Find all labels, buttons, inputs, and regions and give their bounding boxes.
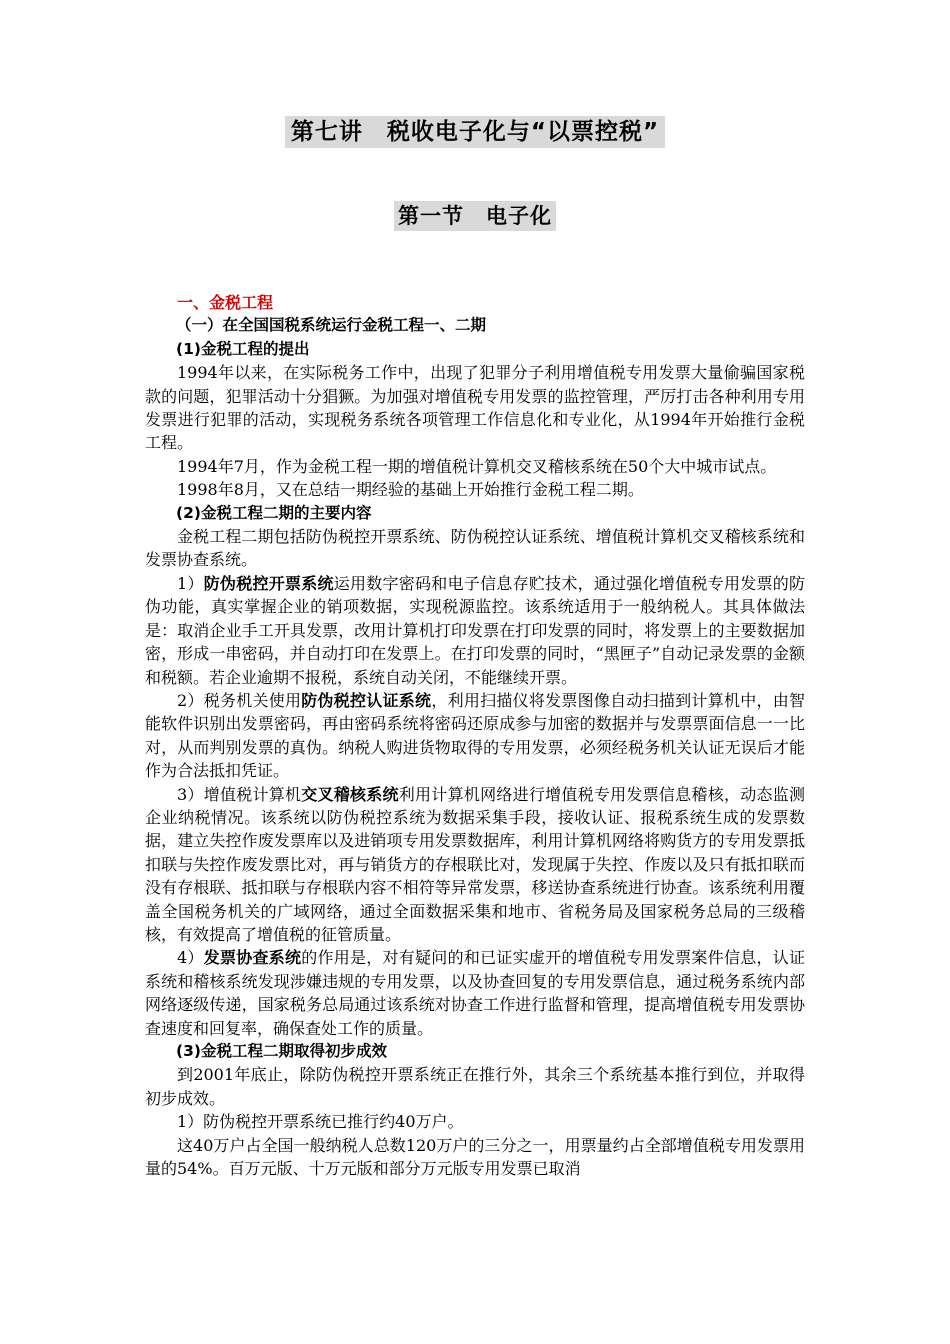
subheading-results: (3)金税工程二期取得初步成效 xyxy=(176,1042,387,1060)
paragraph: 1998年8月，又在总结一期经验的基础上开始推行金税工程二期。 xyxy=(177,480,644,500)
item-keyword: 防伪税控认证系统 xyxy=(301,690,432,710)
item-keyword: 防伪税控开票系统 xyxy=(203,573,334,593)
item-prefix: 3）增值税计算机 xyxy=(177,784,302,804)
item-keyword: 发票协查系统 xyxy=(203,948,302,968)
paragraph: 1）防伪税控开票系统已推行约40万户。 xyxy=(177,1112,464,1132)
paragraph: 1994年以来，在实际税务工作中，出现了犯罪分子利用增值税专用发票大量偷骗国家税款的问题，犯罪活动十分猖獗。为加强对增值税专用发票的监控管理，严厉打击各种利用专用发票进行犯罪的活动，实现税务系统各项管理工作信息化和专业化，从1994年开始推行金税工程。 xyxy=(145,363,805,453)
subheading-main-content: (2)金税工程二期的主要内容 xyxy=(176,503,372,522)
item-keyword: 交叉稽核系统 xyxy=(301,784,399,804)
section-heading: 第一节 电子化 xyxy=(394,201,556,231)
title-container xyxy=(0,116,950,148)
subheading-phase-one-two: （一）在全国国税系统运行金税工程一、二期 xyxy=(176,316,487,335)
document-body xyxy=(145,291,805,1180)
item-text: 利用计算机网络进行增值税专用发票信息稽核，动态监测企业纳税情况。该系统以防伪税控系统为数据采集手段，接收认证、报税系统生成的发票数据，建立失控作废发票库以及进销项专用发票数据库，利用计算机网络将购货方的专用发票抵扣联与失控作废发票比对，再与销货方的存根联比对，发现属于失控、作废以及只有抵扣联而没有存根联、抵扣联与存根联内容不相符等异常发票，移送协查系统进行协查。该系统利用覆盖全国税务机关的广域网络，通过全面数据采集和地市、省税务局及国家税务总局的三级稽核，有效提高了增值税的征管质量。 xyxy=(145,784,805,944)
paragraph xyxy=(145,689,805,783)
paragraph: 1994年7月，作为金税工程一期的增值税计算机交叉稽核系统在50个大中城市试点。 xyxy=(177,456,777,476)
heading-golden-tax-project: 一、金税工程 xyxy=(177,293,274,312)
lecture-title: 第七讲 税收电子化与“以票控税” xyxy=(285,116,665,148)
paragraph: 这40万户占全国一般纳税人总数120万户的三分之一，用票量约占全部增值税专用发票用量的54%。百万元版、十万元版和部分万元版专用发票已取消 xyxy=(145,1135,805,1179)
item-text: 运用数字密码和电子信息存贮技术，通过强化增值税专用发票的防伪功能，真实掌握企业的销项数据，实现税源监控。该系统适用于一般纳税人。其具体做法是：取消企业手工开具发票，改用计算机打印发票在打印发票的同时，将发票上的主要数据加密，形成一串密码，并自动打印在发票上。在打印发票的同时，“黑匣子”自动记录发票的金额和税额。若企业逾期不报税，系统自动关闭，不能继续开票。 xyxy=(145,573,805,687)
item-text: 的作用是，对有疑问的和已证实虚开的增值税专用发票案件信息，认证系统和稽核系统发现涉嫌违规的专用发票，以及协查回复的专用发票信息，通过税务系统内部网络逐级传递，国家税务总局通过该系统对协查工作进行监督和管理，提高增值税专用发票协查速度和回复率，确保查处工作的质量。 xyxy=(145,948,805,1038)
item-prefix: 2）税务机关使用 xyxy=(177,690,302,710)
paragraph xyxy=(145,572,805,689)
paragraph: 到2001年底止，除防伪税控开票系统正在推行外，其余三个系统基本推行到位，并取得初步成效。 xyxy=(145,1065,805,1108)
paragraph: 金税工程二期包括防伪税控开票系统、防伪税控认证系统、增值税计算机交叉稽核系统和发票协查系统。 xyxy=(145,527,805,570)
item-text: ，利用扫描仪将发票图像自动扫描到计算机中，由智能软件识别出发票密码，再由密码系统将密码还原成参与加密的数据并与发票票面信息一一比对，从而判别发票的真伪。纳税人购进货物取得的专用发票，必须经税务机关认证无误后才能作为合法抵扣凭证。 xyxy=(145,690,805,781)
section-container xyxy=(0,201,950,231)
subheading-proposal: (1)金税工程的提出 xyxy=(176,339,310,358)
item-prefix: 1） xyxy=(177,573,204,593)
paragraph xyxy=(145,783,805,947)
paragraph xyxy=(145,946,805,1040)
item-prefix: 4） xyxy=(177,948,204,968)
